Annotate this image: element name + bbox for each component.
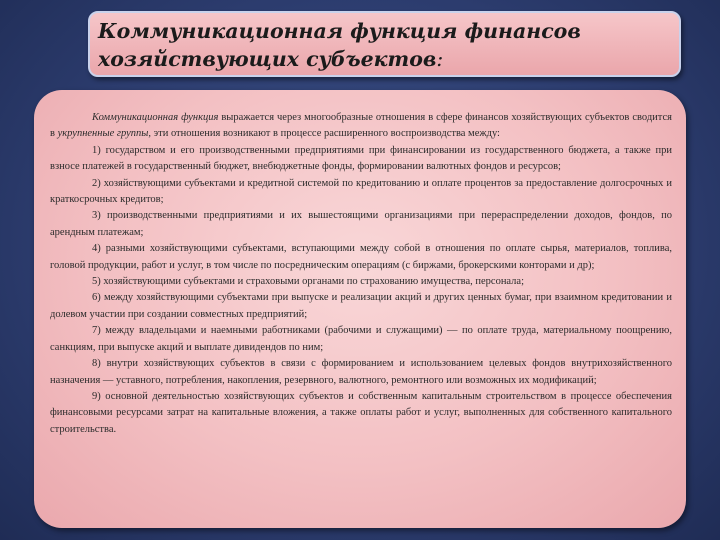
- list-item-3: 3) производственными предприятиями и их вышестоящими организациями при перераспределении доходов, фондов, по арендным платежам;: [50, 210, 672, 238]
- list-item-8: 8) внутри хозяйствующих субъектов в связи с формированием и использованием целевых фондов внутрихозяйственного назначения — уставного, потребления, накопления, резервного, валютного, ремонтного или возможных их модификаций;: [50, 358, 672, 386]
- list-item-4: 4) разными хозяйствующими субъектами, вступающими между собой в отношения по оплате сырья, материалов, топлива, головой продукции, работ и услуг, в том числе по посредническим операциям (с биржами, брокерскими конторами и др);: [50, 243, 672, 271]
- title-box: [88, 11, 681, 77]
- list-item-2: 2) хозяйствующими субъектами и кредитной системой по кредитованию и оплате процентов за предоставление долгосрочных и краткосрочных кредитов;: [50, 177, 672, 206]
- slide-title-colon: :: [436, 47, 444, 71]
- intro-text-1: выражается через многообразные отношения в сфере финансов хозяйствующих субъектов сводится в: [50, 112, 672, 140]
- list-item-5: 5) хозяйствующими субъектами и страховыми органами по страхованию имущества, персонала;: [92, 276, 525, 288]
- slide-title-line-2: [98, 45, 673, 73]
- list-item-9: 9) основной деятельностью хозяйствующих субъектов и собственным капитальным строительством в процессе обеспечения финансовыми ресурсами затрат на капитальные вложения, а также оплаты работ и услуг, выполненных для собственного капитального строительства.: [50, 390, 672, 435]
- list-item-7: 7) между владельцами и наемными работниками (рабочими и служащими) — по оплате труда, материальному поощрению, санкциям, при выпуске акций и выплате дивидендов по ним;: [50, 325, 672, 353]
- intro-text-2: эти отношения возникают в процессе расширенного воспроизводства между:: [150, 128, 500, 140]
- slide-title-line-1: Коммуникационная функция финансов: [98, 19, 581, 43]
- slide-title-line-2-text: хозяйствующих субъектов: [98, 47, 437, 71]
- content-box: [34, 90, 686, 528]
- intro-paragraph: [50, 110, 672, 143]
- intro-groups: укрупненные группы,: [57, 128, 151, 140]
- list-item-6: 6) между хозяйствующими субъектами при выпуске и реализации акций и других ценных бумаг, при взаимном кредитовании и долевом участии при создании совместных предприятий;: [50, 292, 672, 320]
- list-item-1: 1) государством и его производственными предприятиями при финансировании из государственного бюджета, а также при взносе платежей в государственный бюджет, внебюджетные фонды, формировании валютных фондов и ресурсов;: [50, 144, 672, 173]
- intro-term: Коммуникационная функция: [92, 112, 219, 123]
